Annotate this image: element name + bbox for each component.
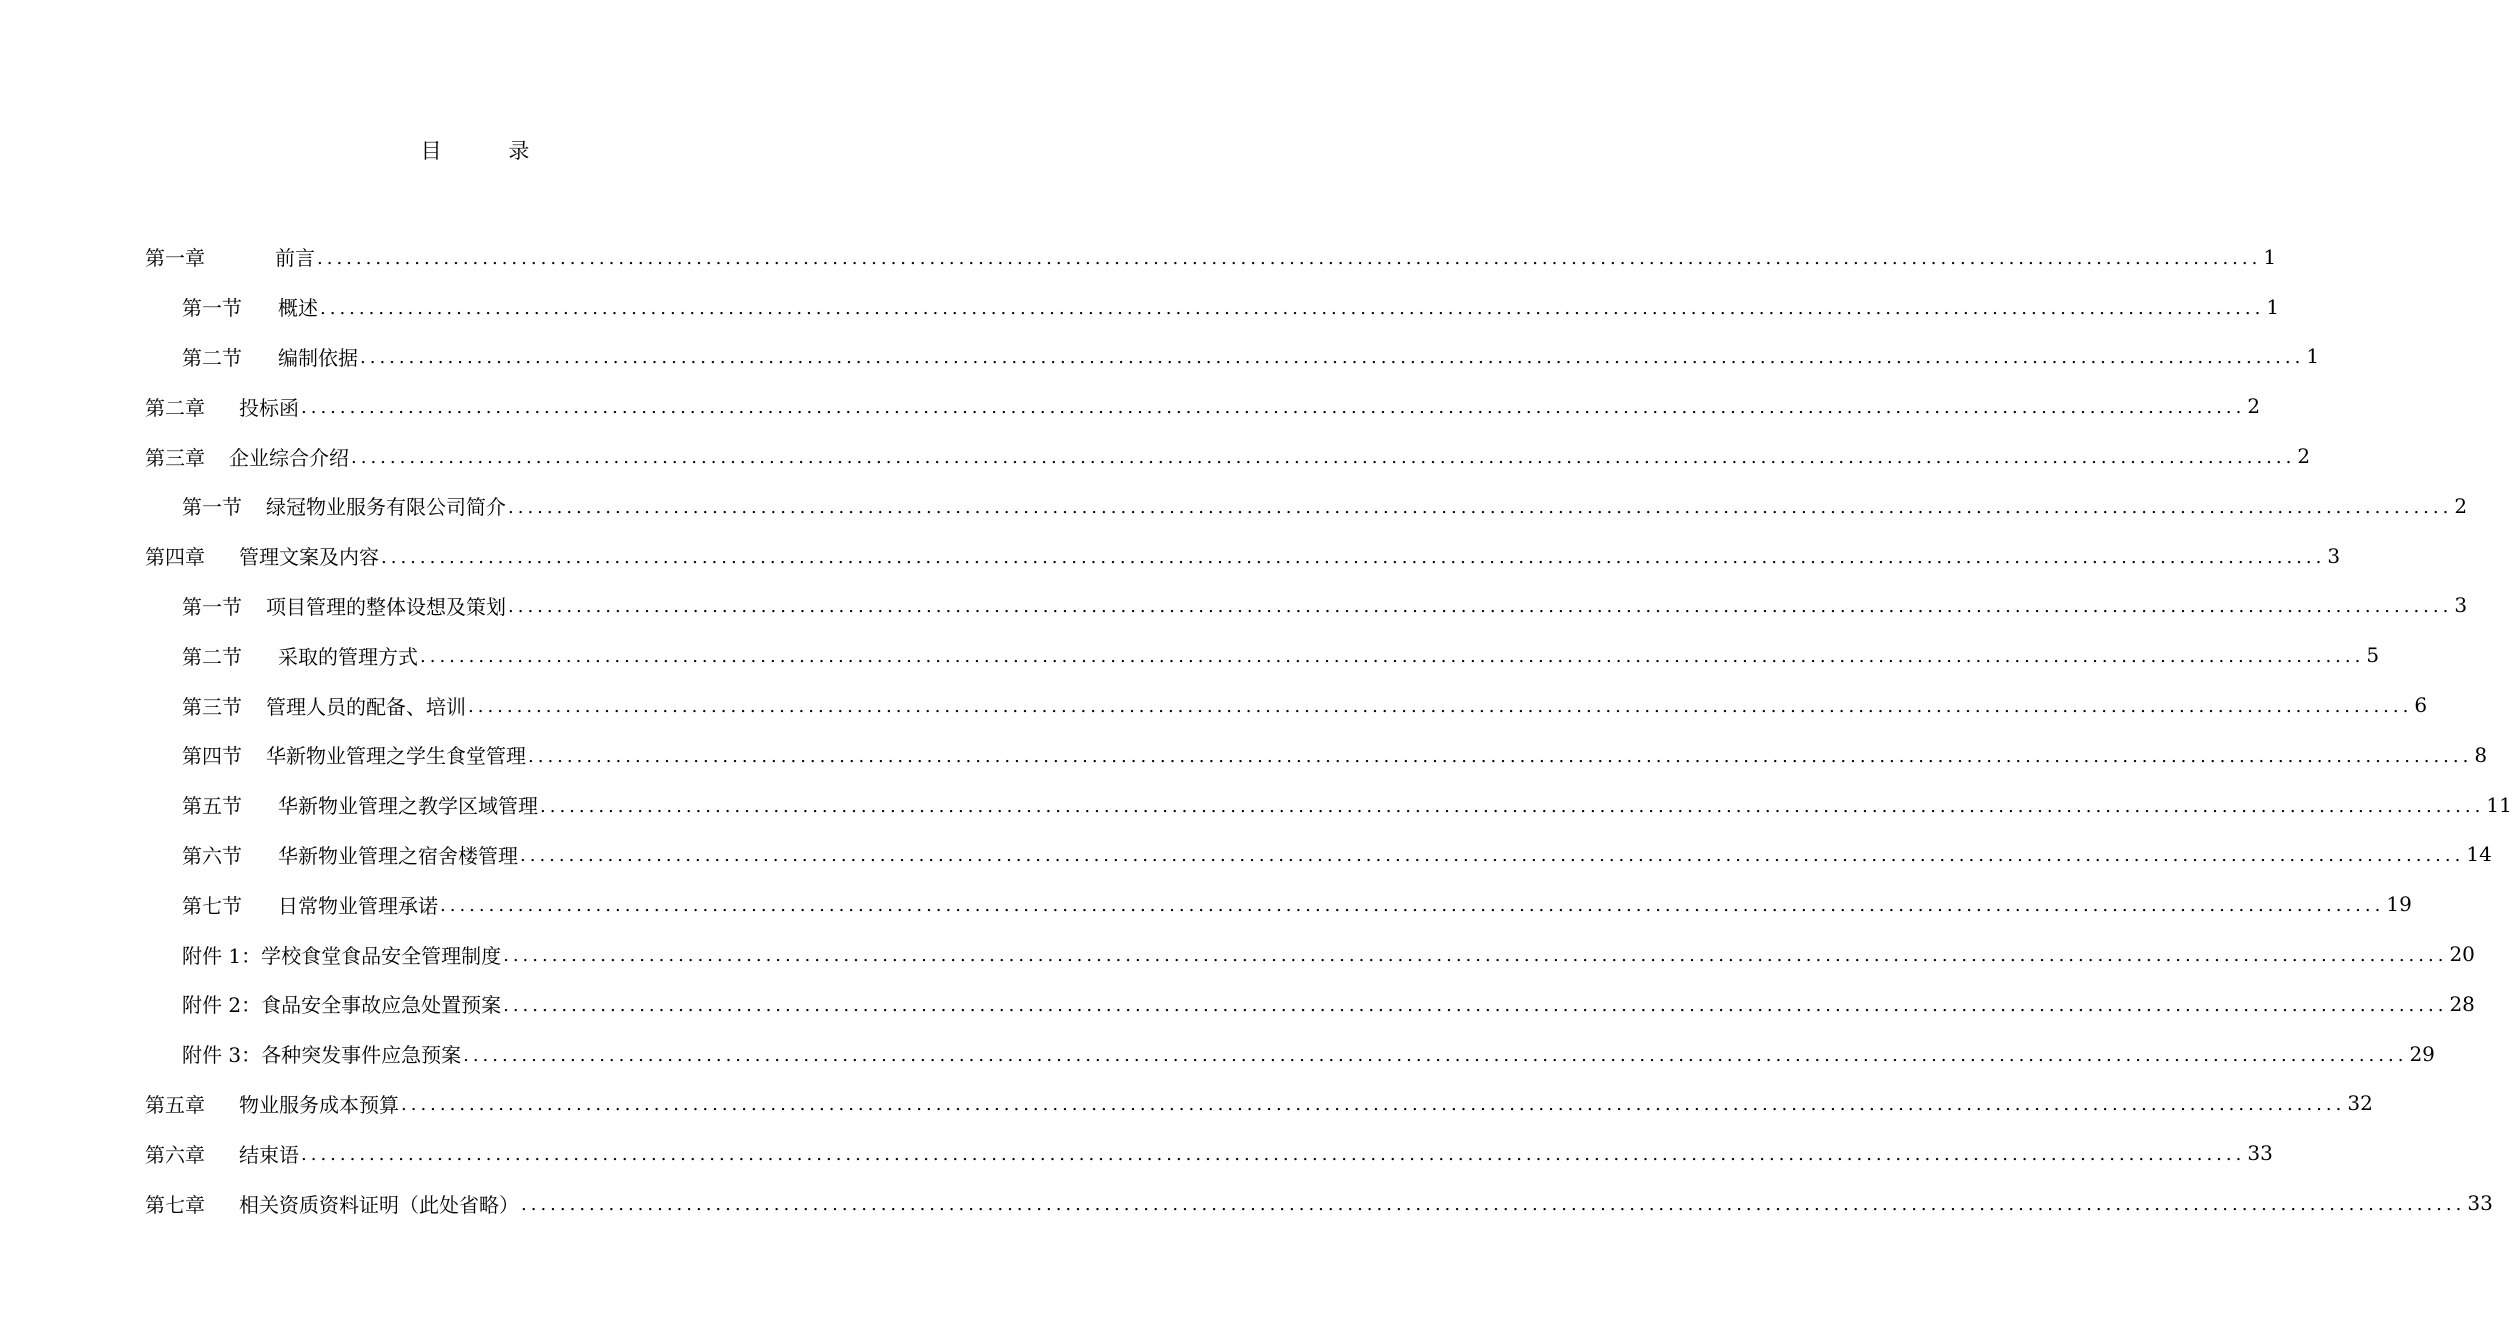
toc-entry-page: 33 xyxy=(2467,1191,2493,1216)
toc-entry[interactable] xyxy=(145,282,2280,332)
toc-entry-page: 33 xyxy=(2247,1141,2273,1166)
toc-entry-page: 1 xyxy=(2266,294,2280,319)
toc-entry-number: 第二节 xyxy=(182,345,242,370)
toc-entry-number: 第五章 xyxy=(145,1092,205,1117)
toc-dot-leader: ........................................................................................................................................................................................................ xyxy=(520,845,2465,867)
toc-entry-page: 8 xyxy=(2474,742,2488,767)
toc-entry-number: 第三节 xyxy=(182,694,242,719)
toc-entry-page: 19 xyxy=(2386,892,2412,917)
toc-entry-number: 第七节 xyxy=(182,893,242,918)
toc-entry-number: 第七章 xyxy=(145,1192,205,1217)
toc-entry-title: 日常物业管理承诺 xyxy=(278,893,438,918)
toc-entry[interactable] xyxy=(145,232,2277,282)
toc-dot-leader: ........................................................................................................................................................................................................ xyxy=(360,347,2305,369)
toc-entry-title: 企业综合介绍 xyxy=(229,445,349,470)
toc-entry-title: 采取的管理方式 xyxy=(278,644,418,669)
toc-entry-title: 华新物业管理之教学区域管理 xyxy=(278,794,538,819)
toc-entry-page: 11 xyxy=(2486,792,2512,817)
toc-title: 目 录 xyxy=(420,139,560,163)
toc-entry-number: 第四章 xyxy=(145,545,205,570)
toc-dot-leader: ........................................................................................................................................................................................................ xyxy=(508,596,2453,618)
toc-entry-title: 管理文案及内容 xyxy=(239,545,379,570)
toc-dot-leader: ........................................................................................................................................................................................................ xyxy=(301,397,2246,419)
toc-dot-leader: ........................................................................................................................................................................................................ xyxy=(301,1144,2246,1166)
toc-entry[interactable] xyxy=(145,630,2380,680)
toc-entry-number: 第二节 xyxy=(182,644,242,669)
toc-entry-title: 食品安全事故应急处置预案 xyxy=(261,993,502,1018)
toc-entry-page: 14 xyxy=(2466,842,2492,867)
toc-entry-number: 附件 3： xyxy=(182,1043,262,1068)
toc-entry-page: 2 xyxy=(2297,444,2311,469)
toc-entry-page: 20 xyxy=(2449,942,2475,967)
toc-entry[interactable] xyxy=(145,680,2428,730)
toc-entry-page: 2 xyxy=(2247,394,2261,419)
toc-entry-title: 绿冠物业服务有限公司简介 xyxy=(266,495,506,520)
toc-entry-title: 编制依据 xyxy=(278,345,358,370)
toc-entry-page: 2 xyxy=(2454,493,2468,518)
toc-dot-leader: ........................................................................................................................................................................................................ xyxy=(381,546,2326,568)
toc-entry-title: 相关资质资料证明（此处省略） xyxy=(239,1192,519,1217)
toc-entry-title: 前言 xyxy=(275,246,315,271)
toc-entry-title: 物业服务成本预算 xyxy=(239,1092,399,1117)
toc-entry-page: 5 xyxy=(2366,643,2380,668)
toc-dot-leader: ........................................................................................................................................................................................................ xyxy=(540,795,2485,817)
toc-entry[interactable] xyxy=(145,332,2320,382)
toc-dot-leader: ........................................................................................................................................................................................................ xyxy=(440,895,2385,917)
toc-dot-leader: ........................................................................................................................................................................................................ xyxy=(503,994,2448,1016)
toc-dot-leader: ........................................................................................................................................................................................................ xyxy=(320,297,2265,319)
toc-dot-leader: ........................................................................................................................................................................................................ xyxy=(351,447,2296,469)
toc-dot-leader: ........................................................................................................................................................................................................ xyxy=(508,496,2453,518)
toc-entry[interactable] xyxy=(145,780,2512,830)
toc-dot-leader: ........................................................................................................................................................................................................ xyxy=(401,1094,2346,1116)
toc-entry[interactable] xyxy=(145,481,2468,531)
toc-entry-number: 附件 2： xyxy=(182,993,262,1018)
toc-entry-number: 第一节 xyxy=(182,594,242,619)
toc-entry[interactable] xyxy=(145,431,2311,481)
toc-entry[interactable] xyxy=(145,929,2475,979)
toc-entry[interactable] xyxy=(145,581,2468,631)
toc-entry-title: 华新物业管理之学生食堂管理 xyxy=(266,744,526,769)
toc-entry-number: 第四节 xyxy=(182,744,242,769)
toc-entry-title: 各种突发事件应急预案 xyxy=(261,1043,462,1068)
toc-entry-title: 投标函 xyxy=(239,395,299,420)
toc-entry-page: 3 xyxy=(2454,593,2468,618)
toc-entry[interactable] xyxy=(145,879,2412,929)
toc-entry-number: 第一节 xyxy=(182,495,242,520)
toc-dot-leader: ........................................................................................................................................................................................................ xyxy=(463,1044,2408,1066)
table-of-contents xyxy=(145,232,2512,1228)
toc-dot-leader: ........................................................................................................................................................................................................ xyxy=(528,745,2473,767)
toc-dot-leader: ........................................................................................................................................................................................................ xyxy=(468,696,2413,718)
toc-entry-title: 项目管理的整体设想及策划 xyxy=(266,594,506,619)
toc-entry-number: 第一节 xyxy=(182,296,242,321)
toc-dot-leader: ........................................................................................................................................................................................................ xyxy=(420,646,2365,668)
toc-entry-page: 29 xyxy=(2409,1041,2435,1066)
toc-entry-page: 1 xyxy=(2306,344,2320,369)
toc-entry[interactable] xyxy=(145,531,2341,581)
toc-entry[interactable] xyxy=(145,1079,2373,1129)
toc-entry-number: 第三章 xyxy=(145,445,205,470)
toc-dot-leader: ........................................................................................................................................................................................................ xyxy=(503,945,2448,967)
toc-entry-number: 第六章 xyxy=(145,1142,205,1167)
toc-dot-leader: ........................................................................................................................................................................................................ xyxy=(317,247,2262,269)
toc-entry-number: 第二章 xyxy=(145,395,205,420)
toc-entry-number: 附件 1： xyxy=(182,943,262,968)
toc-entry-number: 第一章 xyxy=(145,246,205,271)
toc-entry-title: 华新物业管理之宿舍楼管理 xyxy=(278,843,518,868)
toc-entry[interactable] xyxy=(145,381,2261,431)
toc-entry[interactable] xyxy=(145,1128,2273,1178)
toc-entry-title: 结束语 xyxy=(239,1142,299,1167)
toc-entry-page: 1 xyxy=(2263,244,2277,269)
toc-entry-page: 6 xyxy=(2414,693,2428,718)
toc-entry-title: 管理人员的配备、培训 xyxy=(266,694,466,719)
toc-entry-title: 学校食堂食品安全管理制度 xyxy=(261,943,502,968)
toc-entry[interactable] xyxy=(145,1178,2493,1228)
toc-entry-number: 第五节 xyxy=(182,794,242,819)
toc-dot-leader: ........................................................................................................................................................................................................ xyxy=(521,1194,2466,1216)
toc-entry-page: 3 xyxy=(2327,543,2341,568)
toc-entry[interactable] xyxy=(145,830,2492,880)
toc-entry-page: 32 xyxy=(2347,1091,2373,1116)
toc-entry[interactable] xyxy=(145,979,2475,1029)
toc-entry[interactable] xyxy=(145,730,2488,780)
toc-entry[interactable] xyxy=(145,1029,2435,1079)
toc-entry-page: 28 xyxy=(2449,991,2475,1016)
toc-entry-title: 概述 xyxy=(278,296,318,321)
toc-entry-number: 第六节 xyxy=(182,843,242,868)
